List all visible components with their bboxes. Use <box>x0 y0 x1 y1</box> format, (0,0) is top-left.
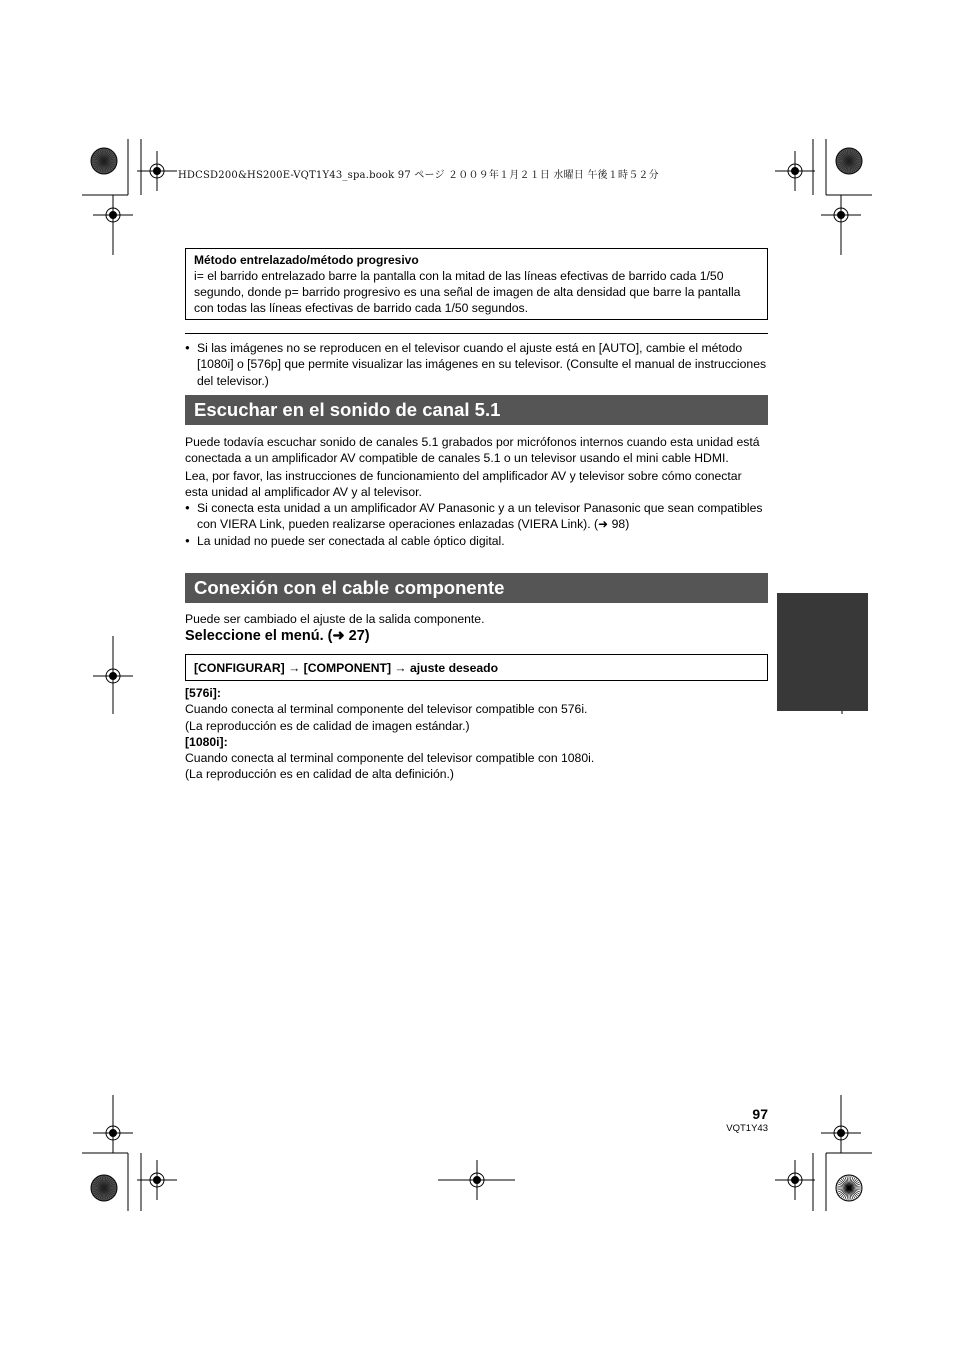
bullet-text: Si conecta esta unidad a un amplificador AV Panasonic y a un televisor Panasonic que sean compatibles con VIERA Link, pueden realizarse operaciones enlazadas (VIERA Link). (➜ 98) <box>197 501 763 532</box>
paragraph: Puede todavía escuchar sonido de canales 5.1 grabados por micrófonos internos cuando esta unidad está conectada a un amplificador AV compatible de canales 5.1 o un televisor usando el mini cable HDMI. <box>185 435 760 466</box>
component-intro: Puede ser cambiado el ajuste de la salida componente. <box>185 612 485 626</box>
registration-target-icon <box>775 1160 815 1200</box>
section-title-surround: Escuchar en el sonido de canal 5.1 <box>185 395 768 425</box>
star-target-icon <box>91 1175 117 1201</box>
menu-path-box <box>185 654 768 681</box>
bullet-icon: ● <box>185 535 190 545</box>
option-desc: (La reproducción es en calidad de alta definición.) <box>185 767 454 782</box>
section-surround-body <box>185 434 768 549</box>
section-title-component: Conexión con el cable componente <box>185 573 768 603</box>
star-target-icon <box>836 148 862 174</box>
book-header-line: HDCSD200&HS200E-VQT1Y43_spa.book 97 ページ ２００９年１月２１日 水曜日 午後１時５２分 <box>178 170 659 181</box>
paragraph: Lea, por favor, las instrucciones de funcionamiento del amplificador AV y televisor sobre cómo conectar esta unidad al amplificador AV y al televisor. <box>185 468 742 499</box>
option-desc: (La reproducción es de calidad de imagen estándar.) <box>185 718 470 733</box>
option-desc: Cuando conecta al terminal componente del televisor compatible con 576i. <box>185 702 588 717</box>
top-bullets <box>185 340 768 389</box>
registration-target-icon <box>775 151 815 191</box>
note-title: Método entrelazado/método progresivo <box>194 253 419 267</box>
component-options <box>185 685 768 783</box>
select-menu-heading: Seleccione el menú. (➜ 27) <box>185 628 370 644</box>
menu-path: [CONFIGURAR] → [COMPONENT] → ajuste deseado <box>194 661 499 675</box>
interlace-note-box <box>185 248 768 320</box>
option-desc: Cuando conecta al terminal componente del televisor compatible con 1080i. <box>185 751 595 766</box>
star-target-icon <box>91 148 117 174</box>
note-body: i= el barrido entrelazado barre la pantalla con la mitad de las líneas efectivas de barrido cada 1/50 segundo, donde p= barrido progresivo es una señal de imagen de alta densidad que barre la pantalla con todas las líneas efectivas de barrido cada 1/50 segundos. <box>194 269 741 315</box>
page-number: 97 <box>752 1106 768 1122</box>
option-label-1080i: [1080i]: <box>185 734 228 749</box>
bullet-text: Si las imágenes no se reproducen en el televisor cuando el ajuste está en [AUTO], cambie el método [1080i] o [576p] que permite visualizar las imágenes en su televisor. (Consulte el manual de instrucciones del televisor.) <box>197 341 767 388</box>
list-item <box>185 500 768 533</box>
registration-target-icon <box>137 151 177 191</box>
bullet-text: La unidad no puede ser conectada al cable óptico digital. <box>197 533 505 548</box>
list-item <box>185 340 768 389</box>
star-target-icon <box>836 1175 862 1201</box>
option-label-576i: [576i]: <box>185 686 221 700</box>
bullet-icon: ● <box>185 343 190 352</box>
chapter-side-tab <box>777 593 868 711</box>
divider-rule <box>185 333 768 334</box>
registration-target-icon <box>137 1160 177 1200</box>
model-code: VQT1Y43 <box>726 1123 768 1134</box>
list-item <box>185 533 768 549</box>
bullet-icon: ● <box>185 503 190 513</box>
